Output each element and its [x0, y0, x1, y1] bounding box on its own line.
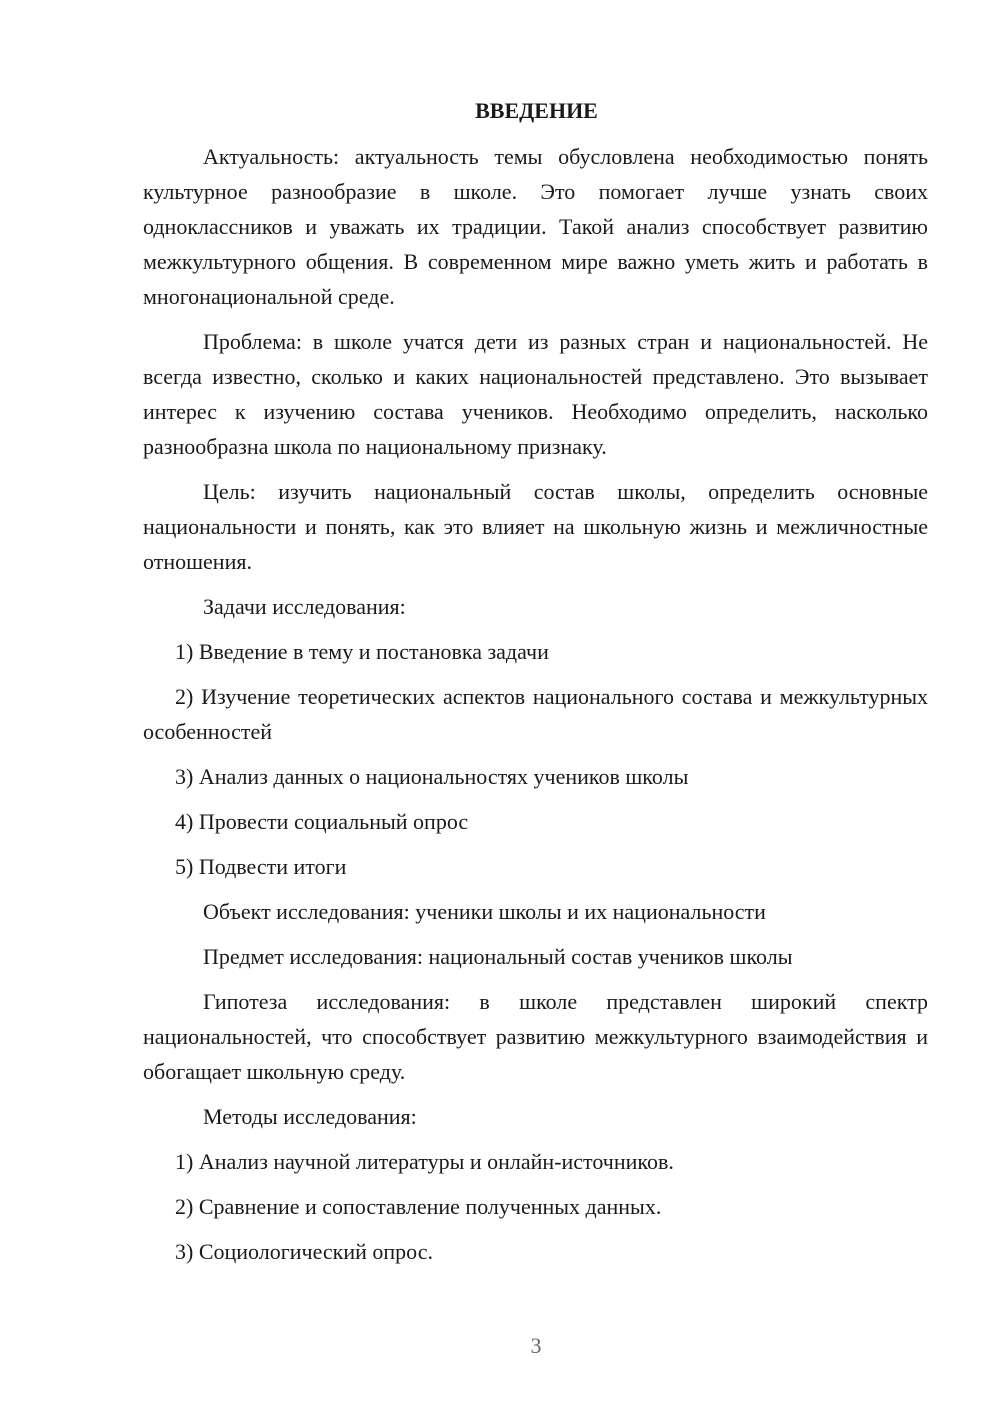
section-title: ВВЕДЕНИЕ	[475, 98, 598, 123]
task-item: 5) Подвести итоги	[175, 854, 347, 879]
hypothesis-paragraph: Гипотеза исследования: в школе представлен широкий спектр национальностей, что способствует развитию межкультурного взаимодействия и обогащает школьную среду.	[143, 989, 928, 1084]
page-number: 3	[530, 1333, 542, 1358]
task-item: 4) Провести социальный опрос	[175, 809, 469, 834]
object-paragraph: Объект исследования: ученики школы и их национальности	[203, 899, 766, 924]
method-item: 2) Сравнение и сопоставление полученных данных.	[175, 1194, 662, 1219]
relevance-paragraph: Актуальность: актуальность темы обусловлена необходимостью понять культурное разнообразие в школе. Это помогает лучше узнать своих одноклассников и уважать их традиции. Такой анализ способствует развитию межкультурного общения. В современном мире важно уметь жить и работать в многонациональной среде.	[143, 144, 928, 309]
task-item: 3) Анализ данных о национальностях учеников школы	[175, 764, 689, 789]
goal-paragraph: Цель: изучить национальный состав школы, определить основные национальности и понять, как это влияет на школьную жизнь и межличностные отношения.	[143, 479, 928, 574]
subject-paragraph: Предмет исследования: национальный состав учеников школы	[203, 944, 793, 969]
task-item: 1) Введение в тему и постановка задачи	[175, 639, 549, 664]
task-item: 2) Изучение теоретических аспектов национального состава и межкультурных особенностей	[143, 684, 928, 744]
method-item: 1) Анализ научной литературы и онлайн-источников.	[175, 1149, 674, 1174]
tasks-heading: Задачи исследования:	[203, 594, 406, 619]
method-item: 3) Социологический опрос.	[175, 1239, 433, 1264]
page-content	[143, 93, 928, 1279]
problem-paragraph: Проблема: в школе учатся дети из разных стран и национальностей. Не всегда известно, сколько и каких национальностей представлено. Это вызывает интерес к изучению состава учеников. Необходимо определить, насколько разнообразна школа по национальному признаку.	[143, 329, 928, 459]
methods-heading: Методы исследования:	[203, 1104, 417, 1129]
